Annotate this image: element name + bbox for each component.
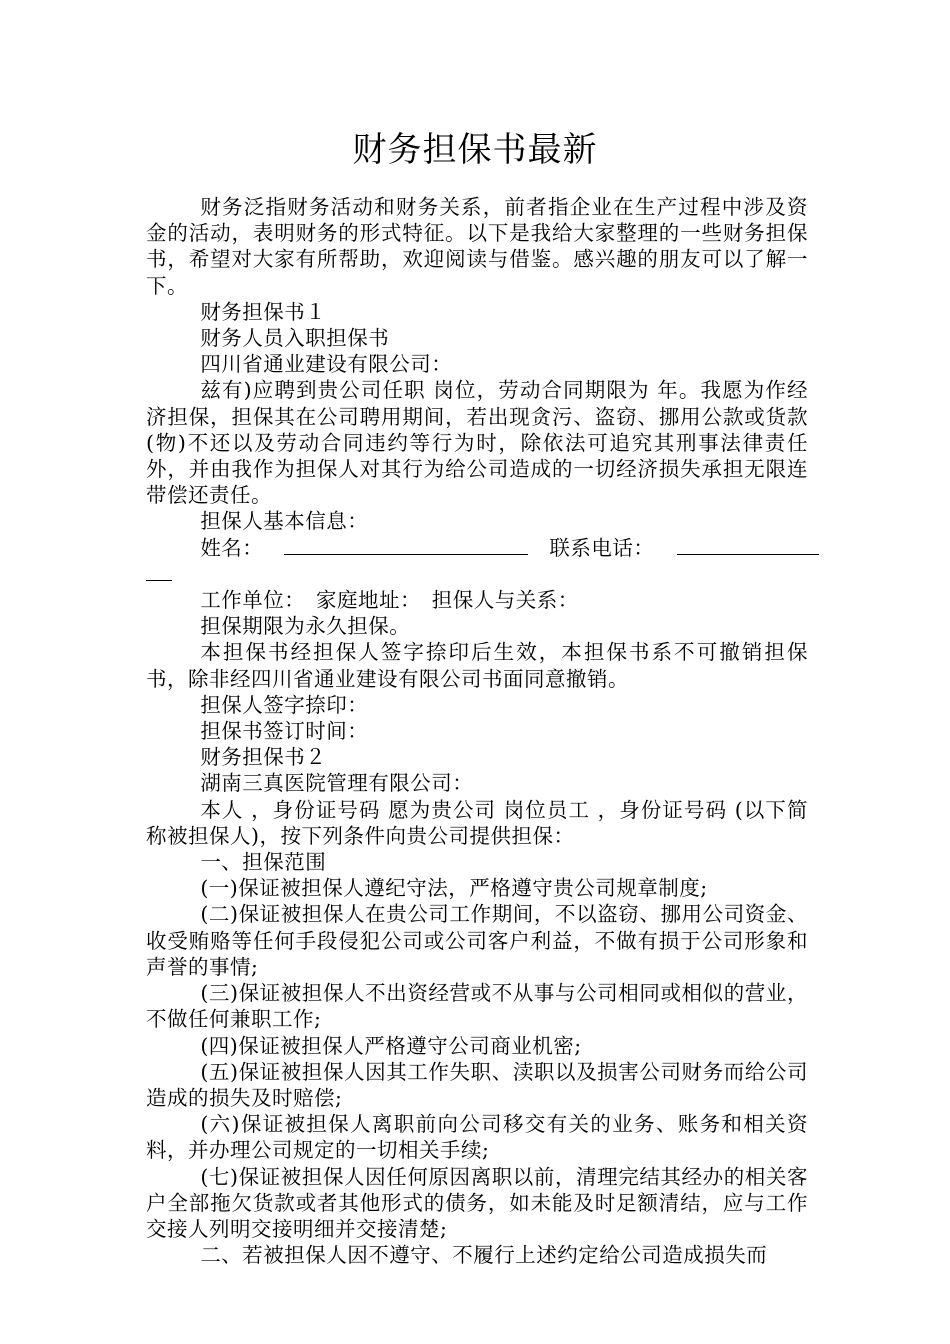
paragraph: 本人 ，身份证号码 愿为贵公司 岗位员工 ，身份证号码 (以下简称被担保人)，按下列条件向贵公司提供担保： (146, 797, 808, 848)
name-phone-line (146, 535, 808, 561)
document-body (146, 194, 808, 1268)
paragraph: 一、担保范围 (200, 850, 327, 875)
paragraph: 工作单位： 家庭地址： 担保人与关系： (200, 588, 579, 613)
paragraph: (七)保证被担保人因任何原因离职以前，清理完结其经办的相关客户全部拖欠货款或者其他形式的债务，如未能及时足额清结，应与工作交接人列明交接明细并交接清楚; (146, 1164, 808, 1241)
phone-blank-continuation (146, 561, 808, 587)
paragraph: 担保人签字捺印： (200, 692, 369, 717)
paragraph: 担保人基本信息： (200, 509, 369, 534)
name-label: 姓名： (200, 535, 264, 560)
paragraph: 财务担保书２ (200, 745, 327, 770)
document-title: 财务担保书最新 (352, 130, 598, 170)
paragraph: 财务泛指财务活动和财务关系，前者指企业在生产过程中涉及资金的活动，表明财务的形式特征。以下是我给大家整理的一些财务担保书，希望对大家有所帮助，欢迎阅读与借鉴。感兴趣的朋友可以了解一下。 (146, 195, 808, 298)
phone-blank-tail (146, 562, 172, 581)
name-blank (284, 536, 528, 555)
paragraph: 财务人员入职担保书 (200, 326, 390, 351)
paragraph: (五)保证被担保人因其工作失职、渎职以及损害公司财务而给公司造成的损失及时赔偿; (146, 1059, 808, 1110)
paragraph: 湖南三真医院管理有限公司： (200, 771, 474, 796)
paragraph: (三)保证被担保人不出资经营或不从事与公司相同或相似的营业，不做任何兼职工作; (146, 981, 808, 1032)
paragraph: (一)保证被担保人遵纪守法，严格遵守贵公司规章制度; (200, 876, 708, 901)
paragraph: (二)保证被担保人在贵公司工作期间，不以盗窃、挪用公司资金、收受贿赂等任何手段侵犯公司或公司客户利益，不做有损于公司形象和声誉的事情; (146, 902, 808, 979)
paragraph: 四川省通业建设有限公司： (200, 352, 453, 377)
paragraph: (六)保证被担保人离职前向公司移交有关的业务、账务和相关资料，并办理公司规定的一切相关手续; (146, 1112, 808, 1163)
paragraph: 担保书签订时间： (200, 719, 369, 744)
paragraph: (四)保证被担保人严格遵守公司商业机密; (200, 1033, 582, 1058)
paragraph: 兹有)应聘到贵公司任职 岗位，劳动合同期限为 年。我愿为作经济担保，担保其在公司聘用期间，若出现贪污、盗窃、挪用公款或货款(物)不还以及劳动合同违约等行为时，除依法可追究其刑事法律责任外，并由我作为担保人对其行为给公司造成的一切经济损失承担无限连带偿还责任。 (146, 378, 808, 508)
paragraph: 财务担保书１ (200, 299, 327, 324)
paragraph: 担保期限为永久担保。 (200, 614, 411, 639)
paragraph: 本担保书经担保人签字捺印后生效，本担保书系不可撤销担保书，除非经四川省通业建设有限公司书面同意撤销。 (146, 640, 808, 691)
paragraph: 二、若被担保人因不遵守、不履行上述约定给公司造成损失而 (200, 1243, 768, 1268)
phone-label: 联系电话： (549, 535, 655, 560)
phone-blank (677, 536, 819, 555)
